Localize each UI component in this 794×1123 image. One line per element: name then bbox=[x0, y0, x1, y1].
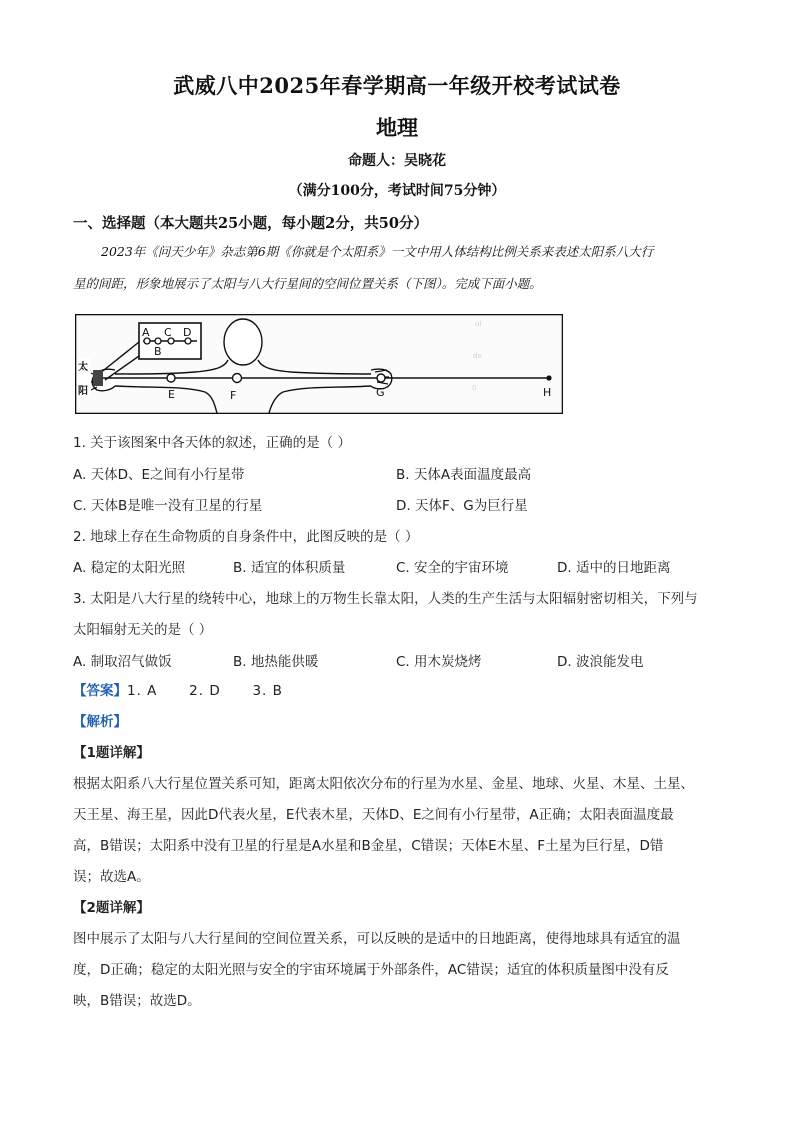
q1-detail-line-4: 误；故选A。 bbox=[73, 869, 150, 885]
figure-label-b: B bbox=[154, 345, 162, 358]
q1-detail-line-3: 高，B错误；太阳系中没有卫星的行星是A水星和B金星，C错误；天体E木星、F土星为巨行星，D错 bbox=[73, 838, 664, 854]
q2-detail-label: 【2题详解】 bbox=[73, 900, 150, 916]
question-2-option-c: C. 安全的宇宙环境 bbox=[396, 560, 509, 576]
svg-text:0: 0 bbox=[472, 384, 477, 392]
figure-label-f: F bbox=[230, 389, 237, 402]
q2-detail-line-2: 度，D正确；稳定的太阳光照与安全的宇宙环境属于外部条件，AC错误；适宜的体积质量图中没有反 bbox=[73, 962, 669, 978]
q2-detail-line-3: 映，B错误；故选D。 bbox=[73, 993, 201, 1009]
question-3-option-b: B. 地热能供暖 bbox=[233, 654, 319, 670]
figure-label-e: E bbox=[168, 388, 175, 401]
answer-values: 1. A 2. D 3. B bbox=[127, 683, 283, 699]
question-2-stem: 2. 地球上存在生命物质的自身条件中，此图反映的是（ ） bbox=[73, 529, 419, 545]
question-3-option-a: A. 制取沼气做饭 bbox=[73, 654, 172, 670]
svg-text:de: de bbox=[473, 352, 482, 360]
answer-analysis-block bbox=[73, 676, 723, 1017]
question-3-stem-line-1: 3. 太阳是八大行星的绕转中心，地球上的万物生长靠太阳，人类的生产生活与太阳辐射密切相关，下列与 bbox=[73, 591, 698, 607]
q1-detail-label: 【1题详解】 bbox=[73, 745, 150, 761]
figure-label-c: C bbox=[164, 326, 172, 339]
solar-system-body-figure bbox=[75, 314, 563, 414]
section-title: 一、选择题（本大题共25小题，每小题2分，共50分） bbox=[73, 215, 428, 232]
question-3-stem-line-2: 太阳辐射无关的是（ ） bbox=[73, 622, 213, 638]
question-1-option-c: C. 天体B是唯一没有卫星的行星 bbox=[73, 498, 263, 514]
answer-line bbox=[73, 676, 723, 707]
question-2-option-a: A. 稳定的太阳光照 bbox=[73, 560, 186, 576]
question-1-stem: 1. 关于该图案中各天体的叙述，正确的是（ ） bbox=[73, 435, 351, 451]
exam-title: 武威八中2025年春学期高一年级开校考试试卷 bbox=[173, 73, 621, 98]
intro-paragraph bbox=[73, 236, 723, 300]
question-1-option-d: D. 天体F、G为巨行星 bbox=[396, 498, 528, 514]
question-1-option-b: B. 天体A表面温度最高 bbox=[396, 467, 532, 483]
intro-line-1: 2023年《问天少年》杂志第6期《你就是个太阳系》一文中用人体结构比例关系来表述太阳系八大行 bbox=[101, 244, 654, 259]
intro-line-2: 星的间距，形象地展示了太阳与八大行星间的空间位置关系（下图）。完成下面小题。 bbox=[73, 276, 542, 291]
q2-detail-line-1: 图中展示了太阳与八大行星间的空间位置关系，可以反映的是适中的日地距离，使得地球具有适宜的温 bbox=[73, 931, 681, 947]
question-1-option-a: A. 天体D、E之间有小行星带 bbox=[73, 467, 245, 483]
question-2-option-d: D. 适中的日地距离 bbox=[557, 560, 671, 576]
author-line: 命题人：吴晓花 bbox=[348, 153, 446, 169]
svg-text:ui: ui bbox=[475, 320, 482, 328]
figure-label-a: A bbox=[142, 326, 150, 339]
q1-detail-line-1: 根据太阳系八大行星位置关系可知，距离太阳依次分布的行星为水星、金星、地球、火星、木星、土星、 bbox=[73, 776, 694, 792]
figure-sun-label-2: 阳 bbox=[78, 386, 88, 397]
figure-sun-label-1: 太 bbox=[78, 362, 88, 373]
q1-detail-line-2: 天王星、海王星，因此D代表火星，E代表木星，天体D、E之间有小行星带，A正确；太阳表面温度最 bbox=[73, 807, 674, 823]
analysis-label: 【解析】 bbox=[73, 714, 127, 730]
figure-label-g: G bbox=[376, 386, 385, 399]
question-3-option-c: C. 用木炭烧烤 bbox=[396, 654, 482, 670]
figure-label-h: H bbox=[543, 386, 552, 399]
question-2-option-b: B. 适宜的体积质量 bbox=[233, 560, 346, 576]
subject-title: 地理 bbox=[376, 115, 418, 140]
figure-label-d: D bbox=[183, 326, 192, 339]
answer-label: 【答案】 bbox=[73, 683, 127, 699]
score-time-line: （满分100分，考试时间75分钟） bbox=[288, 183, 506, 199]
question-3-option-d: D. 波浪能发电 bbox=[557, 654, 644, 670]
